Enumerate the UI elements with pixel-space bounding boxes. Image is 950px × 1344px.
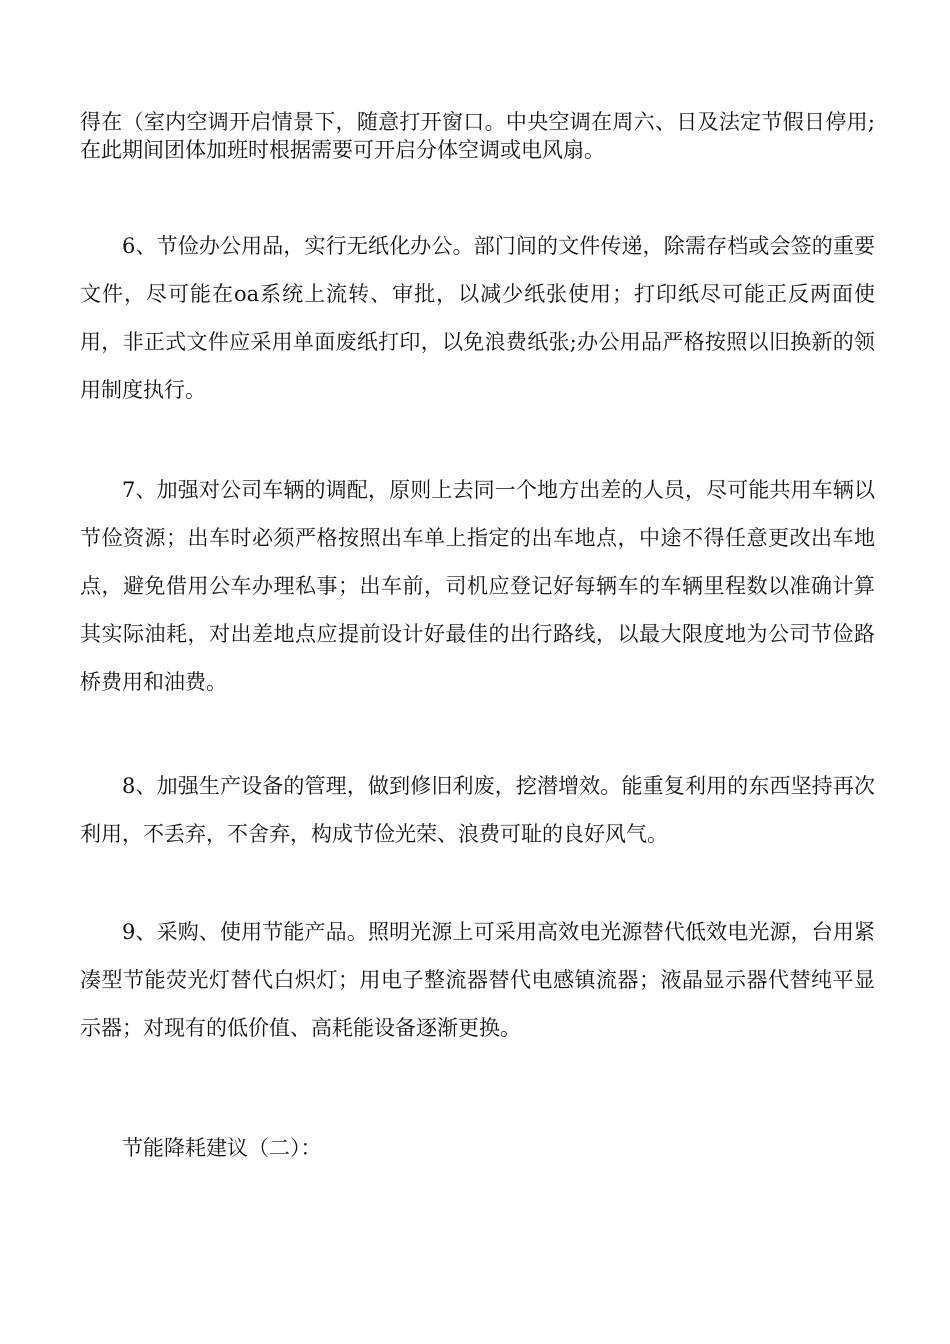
paragraph-item-8-equipment-management: 8、加强生产设备的管理，做到修旧利废，挖潜增效。能重复利用的东西坚持再次利用，不丢弃，不舍弃，构成节俭光荣、浪费可耻的良好风气。 [80,774,875,846]
paragraph-item-9-energy-saving-products: 9、采购、使用节能产品。照明光源上可采用高效电光源替代低效电光源，台用紧凑型节能荧光灯替代白炽灯；用电子整流器替代电感镇流器；液晶显示器代替纯平显示器；对现有的低价值、高耗能设备逐渐更换。 [80,920,875,1040]
section-heading-suggestions-two: 节能降耗建议（二）： [122,1136,322,1160]
paragraph-item-6-office-supplies: 6、节俭办公用品，实行无纸化办公。部门间的文件传递，除需存档或会签的重要文件，尽可能在oa系统上流转、审批，以减少纸张使用；打印纸尽可能正反两面使用，非正式文件应采用单面废纸打印，以免浪费纸张;办公用品严格按照以旧换新的领用制度执行。 [80,234,875,402]
paragraph-item-7-company-vehicles: 7、加强对公司车辆的调配，原则上去同一个地方出差的人员，尽可能共用车辆以节俭资源；出车时必须严格按照出车单上指定的出车地点，中途不得任意更改出车地点，避免借用公车办理私事；出车前，司机应登记好每辆车的车辆里程数以准确计算其实际油耗，对出差地点应提前设计好最佳的出行路线，以最大限度地为公司节俭路桥费用和油费。 [80,478,875,694]
paragraph-air-conditioning: 得在（室内空调开启情景下，随意打开窗口。中央空调在周六、日及法定节假日停用;在此期间团体加班时根据需要可开启分体空调或电风扇。 [80,110,875,162]
